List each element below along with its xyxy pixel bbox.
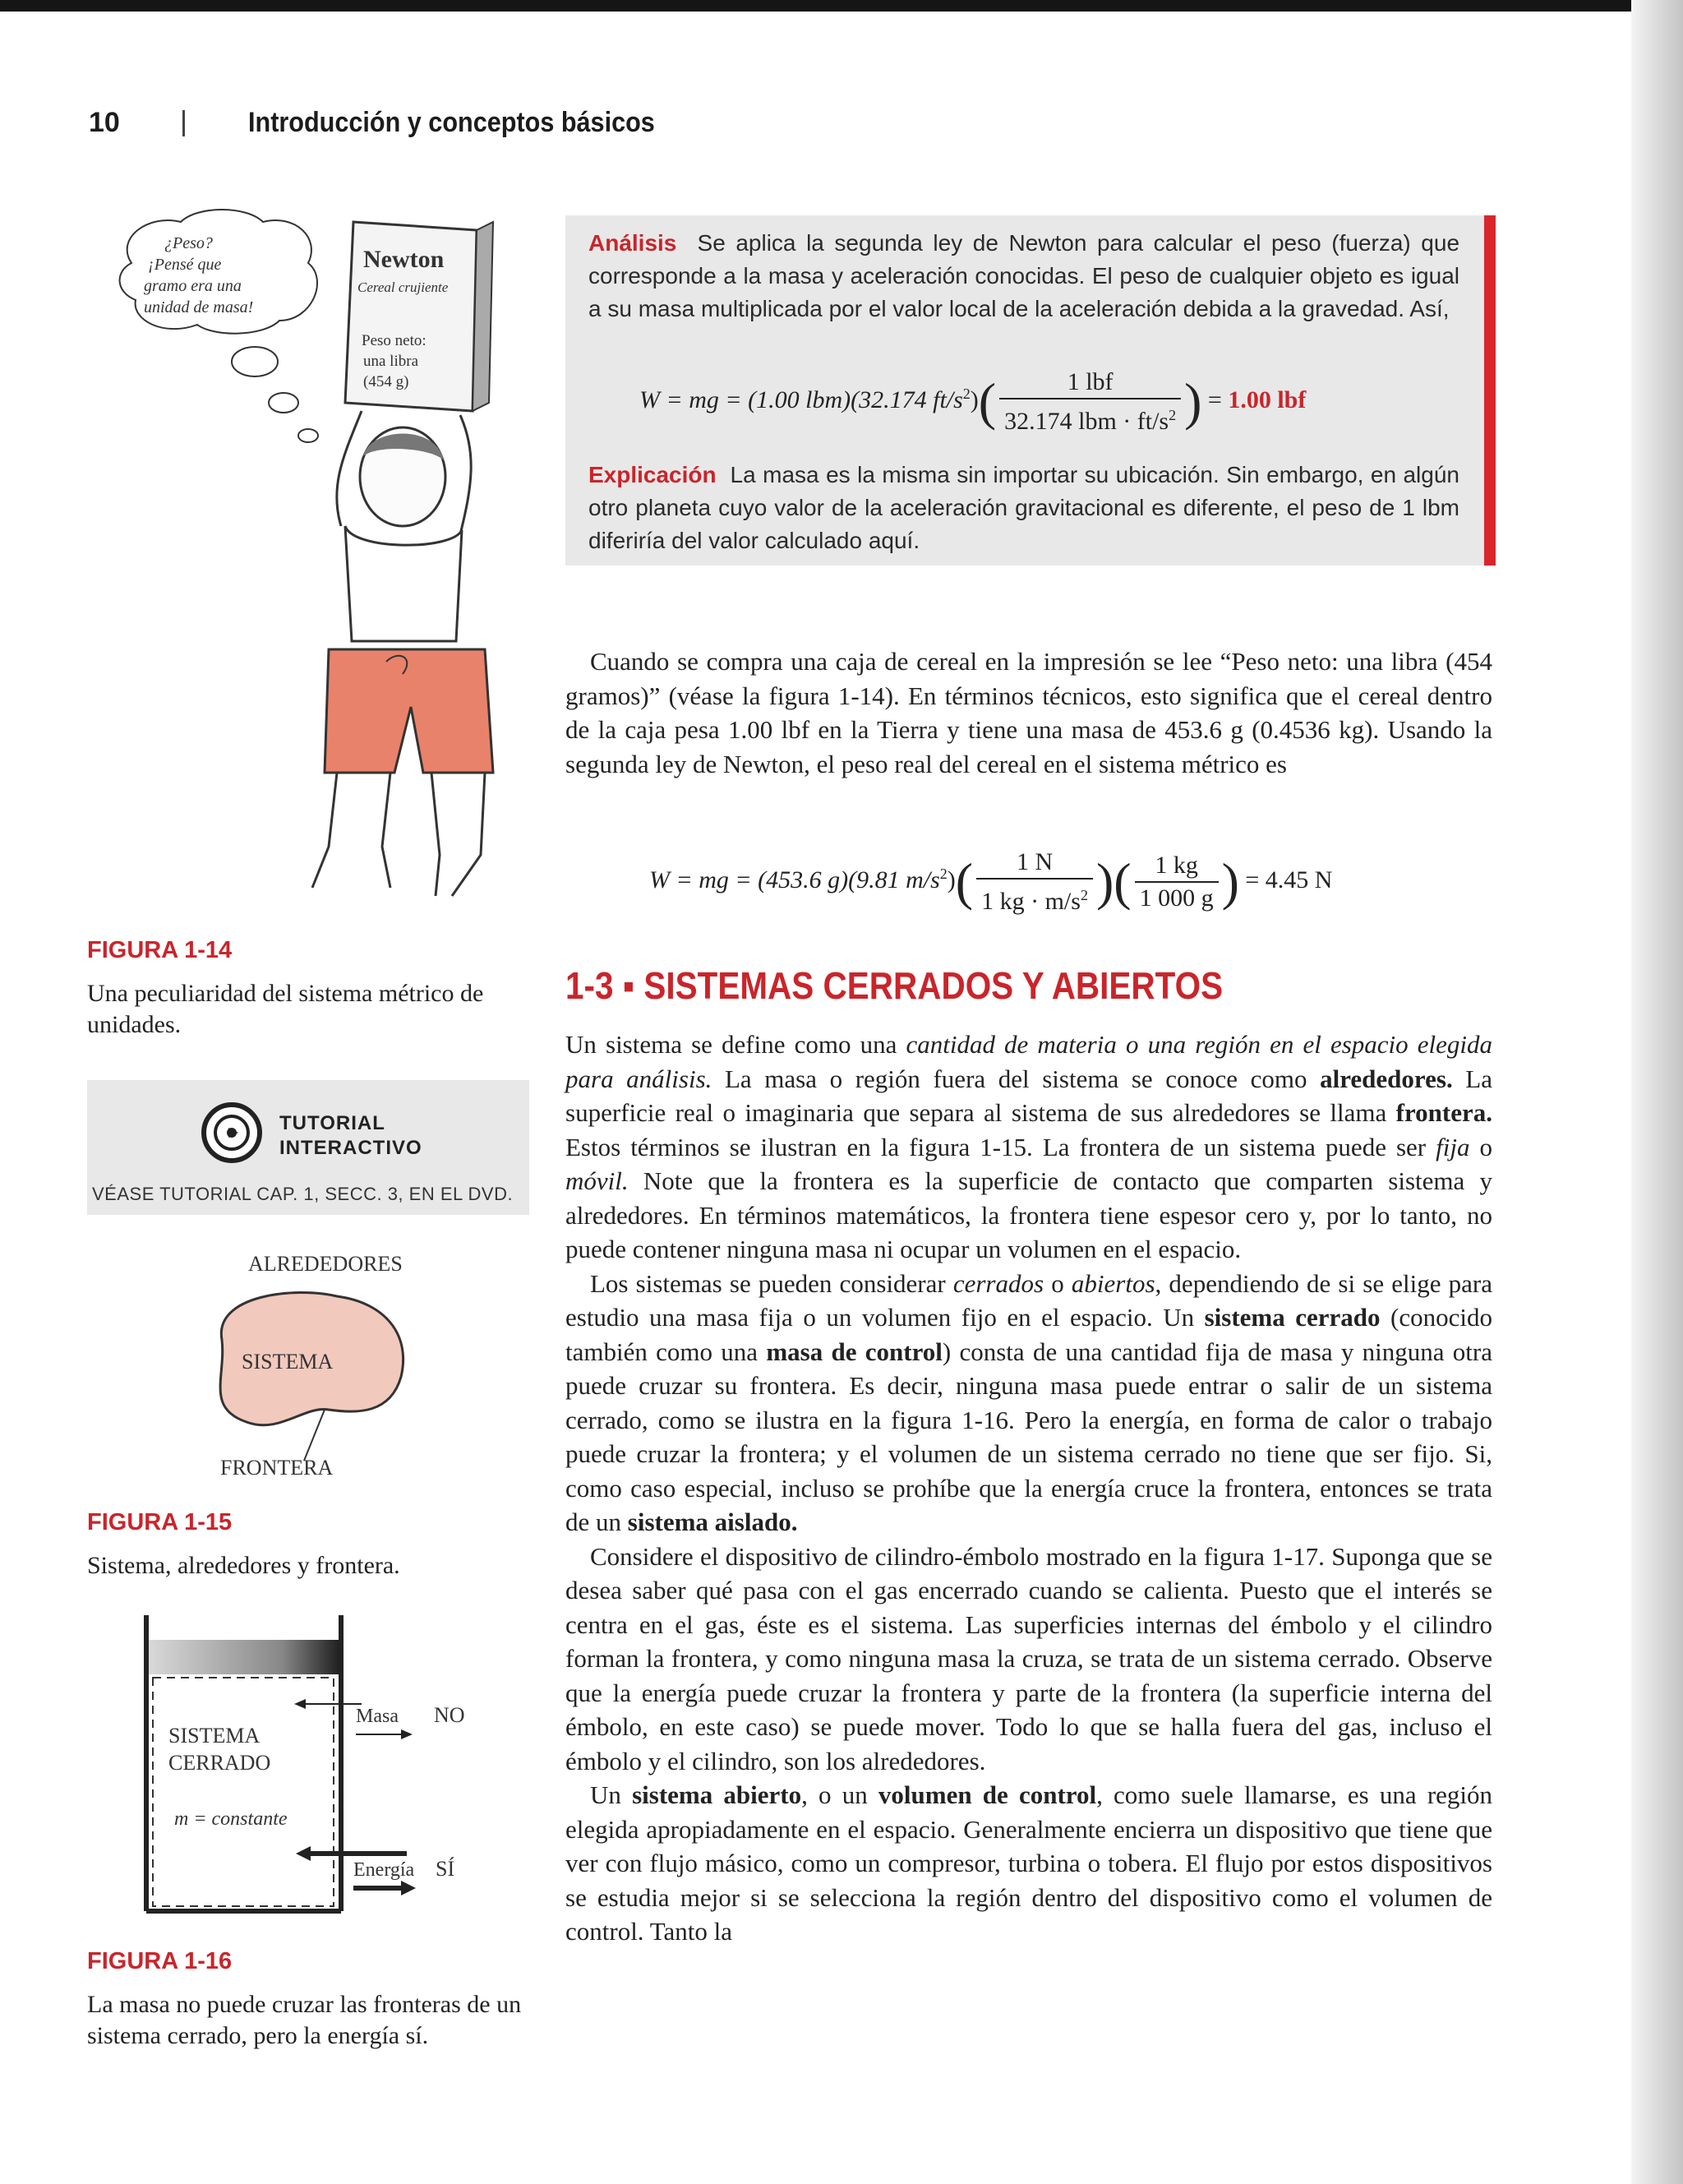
top-edge-bar bbox=[0, 0, 1683, 12]
figure-1-15-caption: Sistema, alrededores y frontera. bbox=[87, 1552, 400, 1579]
eq2-lhs-exp: 2 bbox=[939, 865, 948, 882]
cereal-subtitle: Cereal crujiente bbox=[357, 279, 449, 295]
figure-1-15-label: FIGURA 1-15 bbox=[87, 1509, 233, 1535]
mass-label: Masa bbox=[356, 1706, 399, 1727]
net-weight-line-2: una libra bbox=[363, 353, 419, 370]
closed-system-diagram bbox=[123, 1615, 518, 1928]
eq2-lhs: W = mg = (453.6 g)(9.81 m/s bbox=[649, 866, 940, 893]
explanation-label: Explicación bbox=[588, 462, 717, 487]
eq2-frac1-den-exp: 2 bbox=[1080, 887, 1088, 903]
boundary-pointer-icon bbox=[304, 1410, 325, 1461]
system-boundary-dashed bbox=[153, 1678, 334, 1906]
eq1-frac-num: 1 lbf bbox=[999, 367, 1181, 399]
tutorial-note: VÉASE TUTORIAL CAP. 1, SECC. 3, EN EL DVD. bbox=[92, 1184, 514, 1204]
paragraph-piston-cylinder: Considere el dispositivo de cilindro-émbolo mostrado en la figura 1-17. Suponga que se desea saber qué pasa con el gas encerrado cuando se calienta. Puesto que el interés se centra en el gas, éste es el sistema. Las superficies internas del émbolo y el cilindro forman la frontera, y como ninguna masa la cruza, se trata de un sistema cerrado. Observe que la energía puede cruzar la frontera y parte de la frontera (la superficie interna del émbolo, en este caso) se puede mover. Todo lo que se halla fuera del gas, incluso el émbolo y el cilindro, son los alrededores. bbox=[565, 1541, 1492, 1775]
weight-equation-lbf: W = mg = (1.00 lbm)(32.174 $ft/s^2$)( $\frac{\text{1 lbf}}{32.174 lbm \cdot ft/s^2}$ ) = 1.00 lbf bbox=[639, 367, 1306, 437]
eq2-result: = 4.45 N bbox=[1245, 866, 1333, 893]
weight-equation-newton: W = mg = (453.6 g)(9.81 $m/s^2$)( $\frac{1 N}{1 kg \cdot m/s^2}$ )( $\frac{1 kg}{1 000 g}$ ) = 4.45 N bbox=[649, 847, 1332, 917]
explanation-paragraph bbox=[588, 459, 1459, 557]
eq2-frac1-num: 1 N bbox=[976, 847, 1093, 880]
net-weight-line-3: (454 g) bbox=[363, 373, 409, 390]
system-boundary-diagram bbox=[140, 1245, 468, 1484]
tutorial-title-line-1: TUTORIAL bbox=[279, 1112, 385, 1134]
eq1-frac-den: 32.174 lbm · ft/s bbox=[1004, 408, 1169, 435]
example-box bbox=[565, 215, 1484, 566]
energy-label: Energía bbox=[353, 1859, 415, 1881]
figure-1-16-caption: La masa no puede cruzar las fronteras de un sistema cerrado, pero la energía sí. bbox=[87, 1991, 522, 2049]
eq1-fraction bbox=[999, 367, 1181, 437]
eq1-lhs: W = mg = (1.00 lbm)(32.174 ft/s bbox=[639, 386, 963, 413]
eq1-equals: = bbox=[1207, 386, 1222, 413]
figure-1-14-label: FIGURA 1-14 bbox=[87, 937, 233, 963]
eq1-result: 1.00 lbf bbox=[1228, 386, 1307, 413]
paragraph-closed-systems: Los sistemas se pueden considerar cerrados o abiertos, dependiendo de si se elige para estudio una masa fija o un volumen fijo en el espacio. Un sistema cerrado (conocido también como una masa de control) consta de una cantidad fija de masa y ninguna otra puede cruzar su frontera. Es decir, ninguna masa puede entrar o salir de un sistema cerrado, como se ilustra en la figura 1-16. Pero la energía, en forma de calor o trabajo puede cruzar la frontera; y el volumen de un sistema cerrado no tiene que ser fijo. Si, como caso especial, incluso se prohíbe que la energía cruce la frontera, entonces se trata de un sistema aislado. bbox=[565, 1268, 1492, 1536]
analysis-text: Se aplica la segunda ley de Newton para calcular el peso (fuerza) que corresponde a la masa y aceleración conocidas. El peso de cualquier objeto es igual a su masa multiplicada por el valor local de la aceleración debida a la gravedad. Así, bbox=[588, 230, 1460, 321]
eq2-frac2-den: 1 000 g bbox=[1139, 884, 1214, 912]
section-title: 1-3 ▪ SISTEMAS CERRADOS Y ABIERTOS bbox=[565, 964, 1224, 1007]
system-label: SISTEMA bbox=[242, 1350, 334, 1374]
thought-line-3: gramo era una bbox=[144, 277, 242, 295]
paragraph-system-definition: Un sistema se define como una cantidad de materia o una región en el espacio elegida para análisis. La masa o región fuera del sistema se conoce como alrededores. La superficie real o imaginaria que separa al sistema de sus alrededores se llama frontera. Estos términos se ilustran en la figura 1-15. La frontera de un sistema puede ser fija o móvil. Note que la frontera es la superficie de contacto que comparten sistema y alrededores. En términos matemáticos, la frontera tiene espesor cero y, por lo tanto, no puede contener ninguna masa ni ocupar un volumen en el espacio. bbox=[565, 1030, 1493, 1263]
chapter-title: Introducción y conceptos básicos bbox=[248, 107, 655, 138]
energy-arrow-icon bbox=[296, 1846, 311, 1861]
page-gutter-shadow bbox=[1631, 0, 1683, 2184]
main-body-text bbox=[565, 1027, 1492, 1949]
net-weight-line-1: Peso neto: bbox=[362, 332, 427, 349]
analysis-label: Análisis bbox=[588, 230, 677, 256]
boy-shirt-icon bbox=[345, 526, 462, 641]
paragraph-open-systems: Un sistema abierto, o un volumen de control, como suele llamarse, es una región elegida apropiadamente en el espacio. Generalmente encierra un dispositivo que tiene que ver con flujo másico, como un compresor, turbina o tobera. El flujo por estos dispositivos se estudia mejor si se selecciona la región dentro del dispositivo como el volumen de control. Tanto la bbox=[565, 1780, 1493, 1946]
page-number: 10 bbox=[89, 107, 120, 138]
mass-no-label: NO bbox=[434, 1703, 465, 1727]
piston-icon bbox=[149, 1640, 339, 1674]
explanation-text: La masa es la misma sin importar su ubicación. Sin embargo, en algún otro planeta cuyo valor de la aceleración gravitacional es diferente, el peso de 1 lbm diferiría del valor calculado aquí. bbox=[588, 462, 1459, 553]
eq2-frac1-den: 1 kg · m/s bbox=[981, 888, 1081, 915]
header-divider bbox=[182, 110, 185, 136]
thought-line-2: ¡Pensé que bbox=[148, 256, 222, 274]
eq2-frac2-num: 1 kg bbox=[1135, 850, 1219, 883]
figure-1-14-caption: Una peculiaridad del sistema métrico de unidades. bbox=[87, 980, 484, 1038]
eq1-lhs-exp: 2 bbox=[962, 385, 971, 402]
cereal-cartoon-illustration bbox=[107, 205, 534, 912]
tutorial-title-line-2: INTERACTIVO bbox=[279, 1137, 422, 1159]
figure-1-16-label: FIGURA 1-16 bbox=[87, 1948, 233, 1974]
paragraph-cereal: Cuando se compra una caja de cereal en la impresión se lee “Peso neto: una libra (454 gramos)” (véase la figura 1-14). En términos técnicos, esto significa que el cereal dentro de la caja pesa 1.00 lbf en la Tierra y tiene una masa de 453.6 g (0.4536 kg). Usando la segunda ley de Newton, el peso real del cereal en el sistema métrico es bbox=[565, 647, 1492, 778]
closed-system-line-2: CERRADO bbox=[168, 1751, 271, 1775]
eq2-fraction-1 bbox=[976, 847, 1093, 917]
boy-shorts-icon bbox=[325, 649, 493, 773]
mass-arrow-icon bbox=[294, 1699, 306, 1709]
energy-yes-label: SÍ bbox=[436, 1857, 455, 1881]
eq1-frac-den-exp: 2 bbox=[1169, 407, 1177, 423]
analysis-paragraph bbox=[588, 227, 1459, 326]
eq2-fraction-2 bbox=[1135, 850, 1219, 914]
thought-line-4: unidad de masa! bbox=[144, 298, 254, 316]
cereal-brand: Newton bbox=[363, 246, 445, 273]
thought-line-1: ¿Peso? bbox=[164, 234, 213, 252]
cd-disc-icon bbox=[199, 1100, 265, 1166]
surroundings-label: ALREDEDORES bbox=[248, 1252, 403, 1276]
example-accent-bar bbox=[1484, 215, 1496, 566]
boundary-label: FRONTERA bbox=[220, 1456, 334, 1480]
mass-constant-label: m = constante bbox=[174, 1808, 288, 1830]
interactive-tutorial-box bbox=[87, 1080, 529, 1215]
closed-system-line-1: SISTEMA bbox=[168, 1724, 261, 1748]
